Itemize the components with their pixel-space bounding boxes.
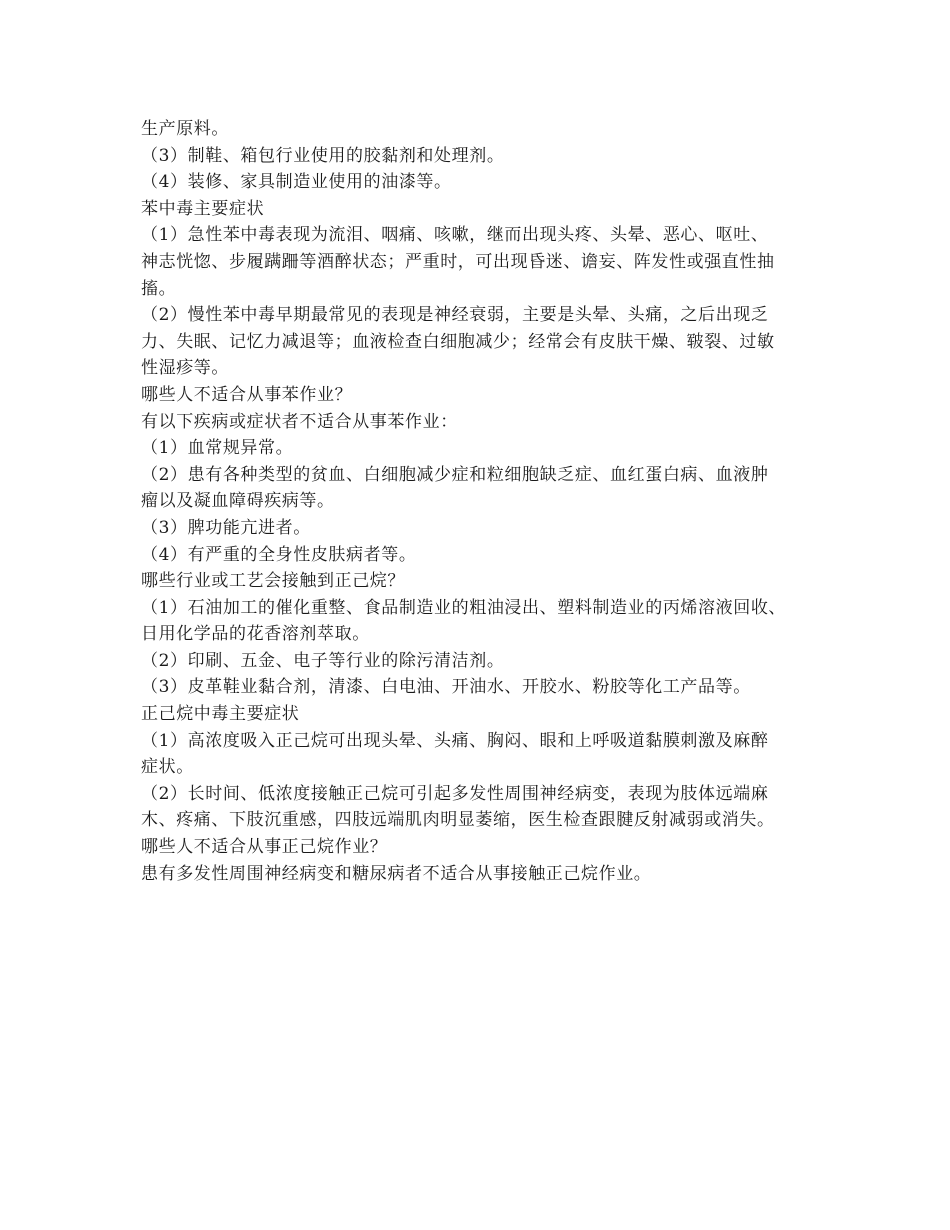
section-heading: 哪些人不适合从事苯作业？ <box>141 384 353 405</box>
section-heading: 苯中毒主要症状 <box>141 198 265 219</box>
text-line: 症状。 <box>141 757 194 778</box>
list-item: （3）脾功能亢进者。 <box>141 517 311 538</box>
text-line: 搐。 <box>141 278 177 299</box>
text-line: 性湿疹等。 <box>141 358 229 379</box>
section-heading: 哪些行业或工艺会接触到正己烷？ <box>141 571 405 592</box>
list-item: （1）石油加工的催化重整、食品制造业的粗油浸出、塑料制造业的丙烯溶液回收、 <box>141 597 787 618</box>
text-line: 神志恍惚、步履蹒跚等酒醉状态；严重时，可出现昏迷、谵妄、阵发性或强直性抽 <box>141 251 775 272</box>
text-line: 瘤以及凝血障碍疾病等。 <box>141 491 335 512</box>
list-item: （2）患有各种类型的贫血、白细胞减少症和粒细胞缺乏症、血红蛋白病、血液肿 <box>141 464 769 485</box>
list-item: （1）血常规异常。 <box>141 438 294 459</box>
text-line: 日用化学品的花香溶剂萃取。 <box>141 624 370 645</box>
document-body <box>141 116 826 887</box>
section-heading: 哪些人不适合从事正己烷作业？ <box>141 837 388 858</box>
text-line: 生产原料。 <box>141 119 229 139</box>
text-line: 有以下疾病或症状者不适合从事苯作业： <box>141 411 458 432</box>
list-item: （1）急性苯中毒表现为流泪、咽痛、咳嗽，继而出现头疼、头晕、恶心、呕吐、 <box>141 225 769 246</box>
text-line: 木、疼痛、下肢沉重感，四肢远端肌肉明显萎缩，医生检查跟腱反射减弱或消失。 <box>141 810 775 831</box>
list-item: （4）有严重的全身性皮肤病者等。 <box>141 544 417 565</box>
list-item: （2）慢性苯中毒早期最常见的表现是神经衰弱，主要是头晕、头痛，之后出现乏 <box>141 305 769 326</box>
list-item: （2）印刷、五金、电子等行业的除污清洁剂。 <box>141 650 505 671</box>
text-line: 力、失眠、记忆力减退等；血液检查白细胞减少；经常会有皮肤干燥、皲裂、过敏 <box>141 331 775 352</box>
list-item: （1）高浓度吸入正己烷可出现头晕、头痛、胸闷、眼和上呼吸道黏膜刺激及麻醉 <box>141 730 769 751</box>
list-item: （2）长时间、低浓度接触正己烷可引起多发性周围神经病变，表现为肢体远端麻 <box>141 783 769 804</box>
list-item: （4）装修、家具制造业使用的油漆等。 <box>141 172 452 193</box>
list-item: （3）皮革鞋业黏合剂，清漆、白电油、开油水、开胶水、粉胶等化工产品等。 <box>141 677 751 698</box>
list-item: （3）制鞋、箱包行业使用的胶黏剂和处理剂。 <box>141 145 505 166</box>
section-heading: 正己烷中毒主要症状 <box>141 704 300 725</box>
text-line: 患有多发性周围神经病变和糖尿病者不适合从事接触正己烷作业。 <box>141 863 652 884</box>
